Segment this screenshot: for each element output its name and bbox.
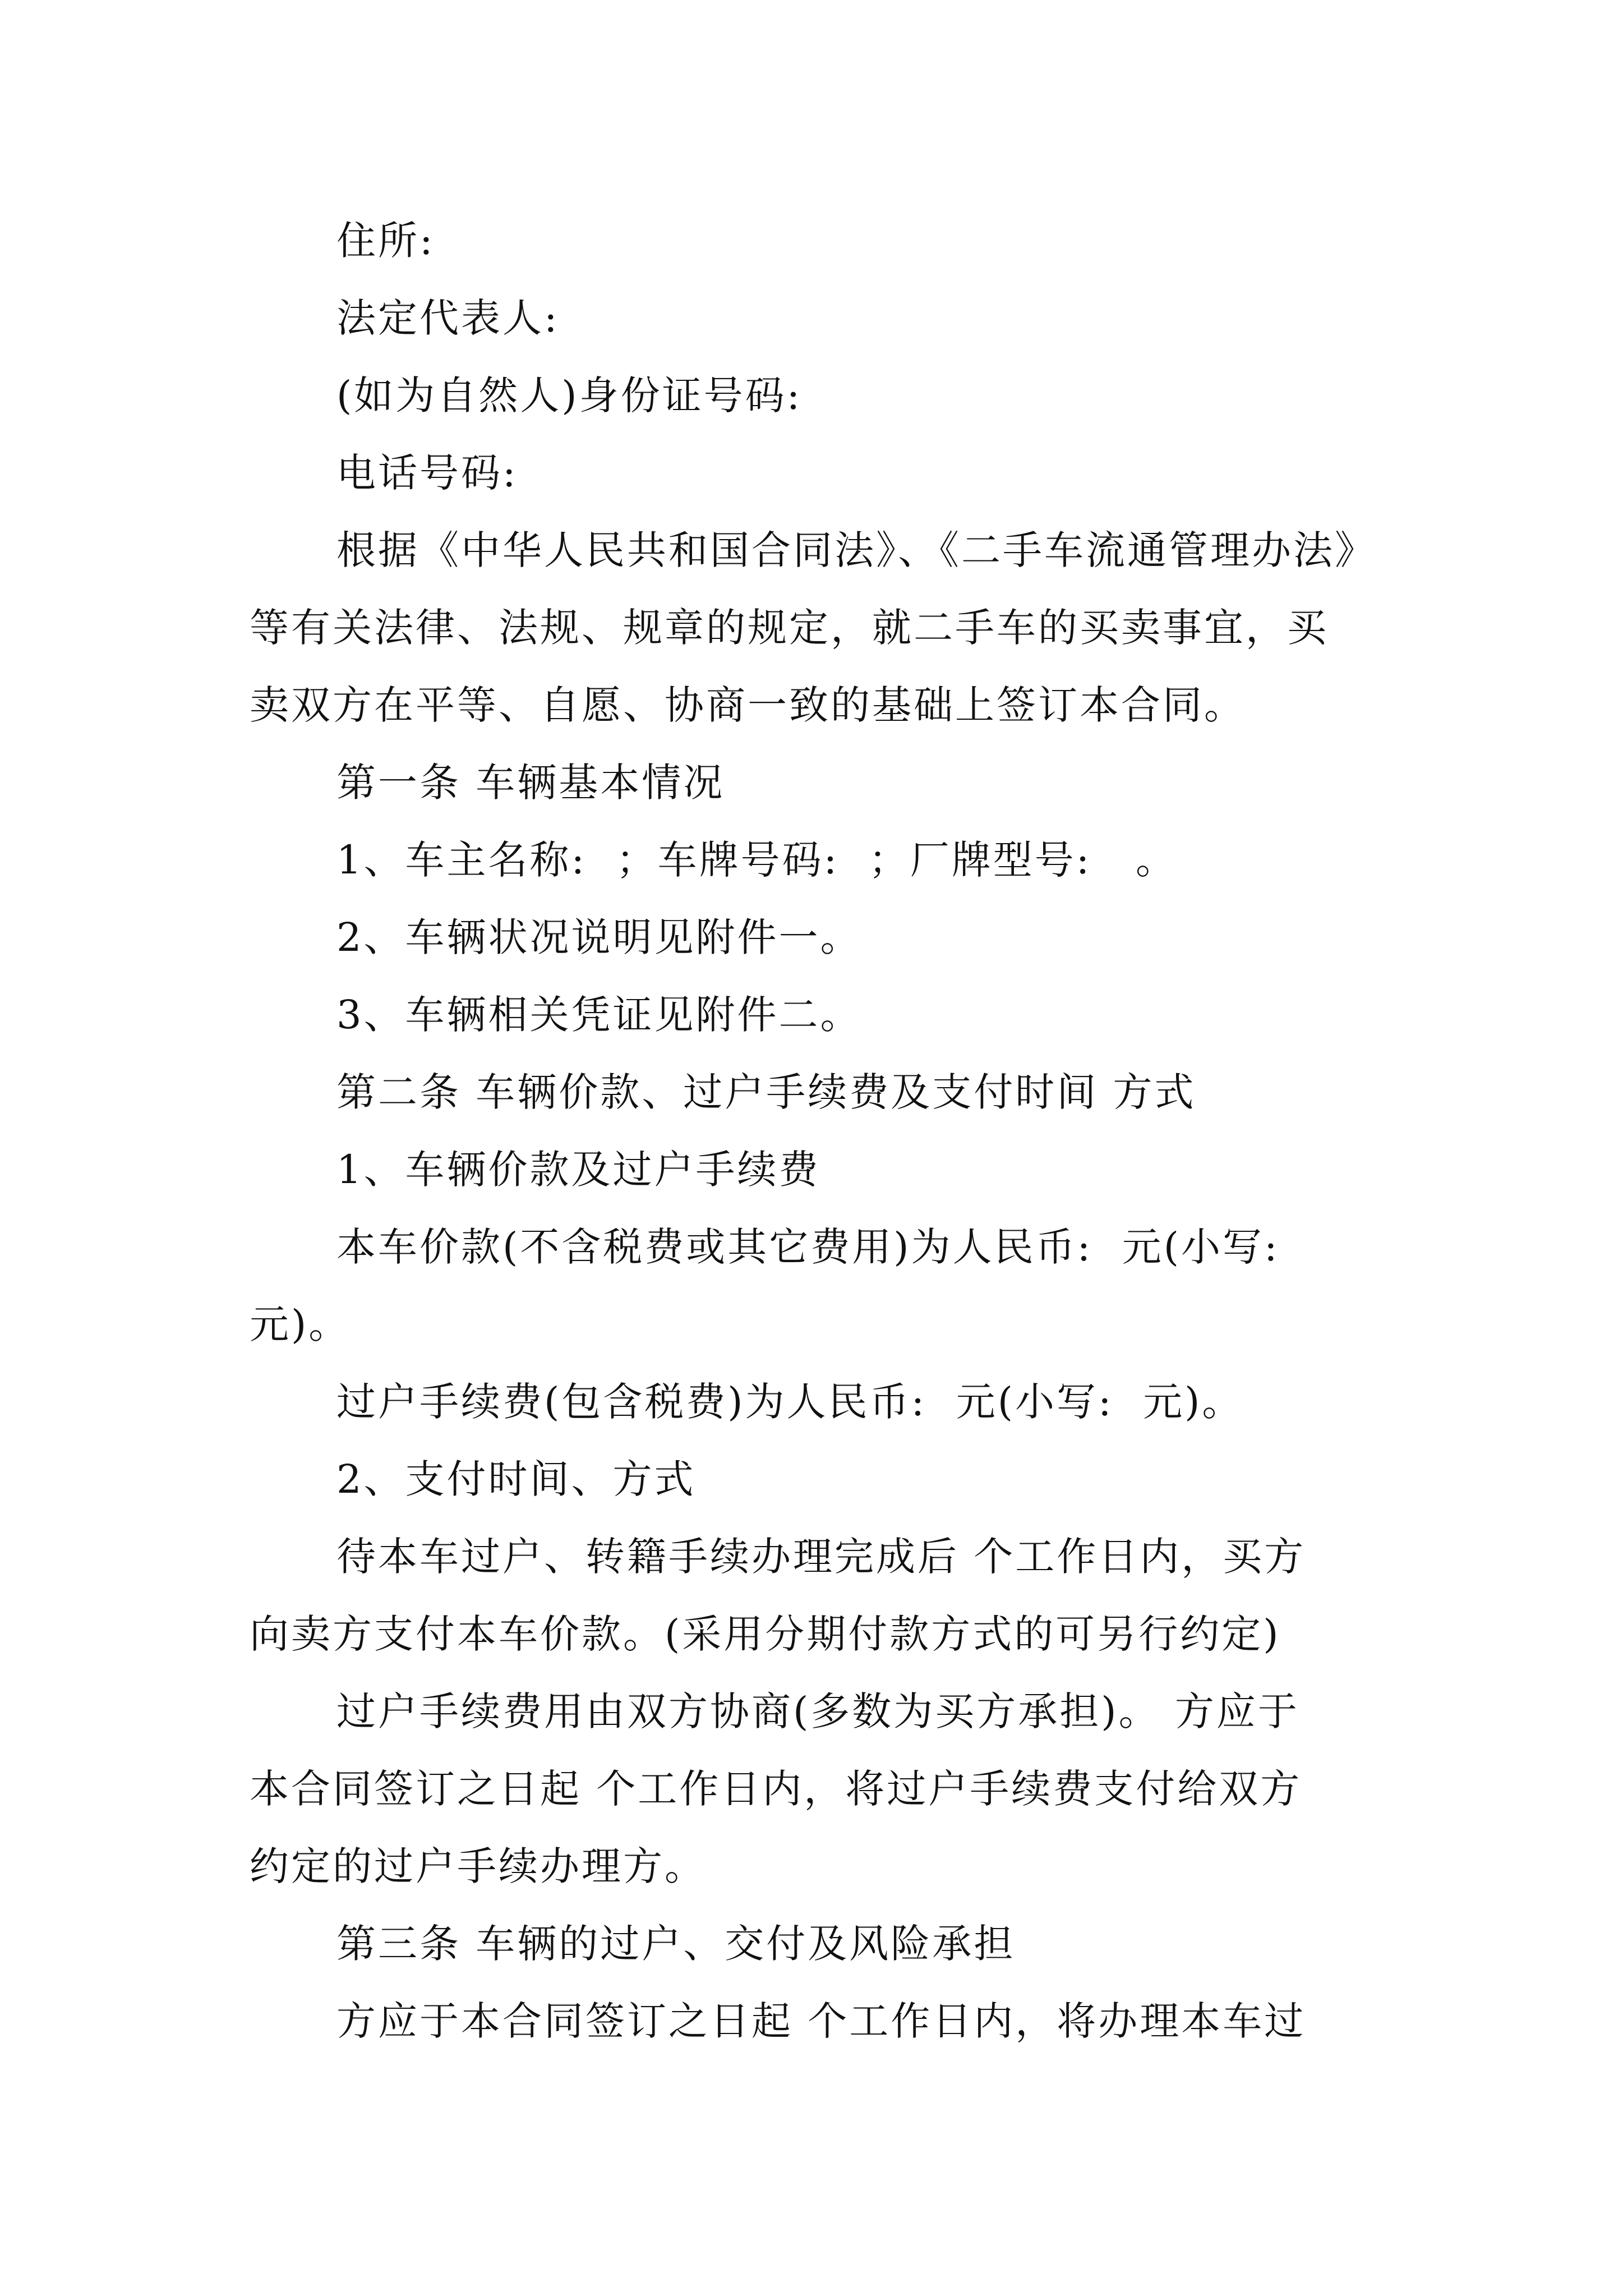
preamble-line: 等有关法律、法规、规章的规定，就二手车的买卖事宜，买 — [250, 605, 1329, 651]
legal-representative-line: 法定代表人: — [336, 295, 560, 341]
article-2-paragraph: 本车价款(不含税费或其它费用)为人民币: 元(小写: — [336, 1224, 1280, 1270]
article-1-heading: 第一条 车辆基本情况 — [336, 760, 725, 806]
article-2-paragraph: 向卖方支付本车价款。(采用分期付款方式的可另行约定) — [250, 1611, 1281, 1657]
article-2-subheading: 1、车辆价款及过户手续费 — [336, 1147, 820, 1193]
article-2-subheading: 2、支付时间、方式 — [336, 1456, 696, 1502]
phone-number-line: 电话号码: — [336, 450, 518, 496]
article-3-heading: 第三条 车辆的过户、交付及风险承担 — [336, 1921, 1016, 1967]
document-body — [250, 202, 1394, 2060]
article-2-paragraph: 过户手续费用由双方协商(多数为买方承担)。 方应于 — [336, 1688, 1299, 1734]
article-2-paragraph: 待本车过户、转籍手续办理完成后 个工作日内，买方 — [336, 1534, 1306, 1580]
preamble-line: 卖双方在平等、自愿、协商一致的基础上签订本合同。 — [250, 682, 1246, 728]
article-1-item: 3、车辆相关凭证见附件二。 — [336, 992, 862, 1038]
article-2-paragraph: 本合同签订之日起 个工作日内，将过户手续费支付给双方 — [250, 1766, 1302, 1812]
id-number-line: (如为自然人)身份证号码: — [336, 372, 803, 418]
article-2-paragraph: 过户手续费(包含税费)为人民币: 元(小写: 元)。 — [336, 1379, 1244, 1425]
article-1-item: 2、车辆状况说明见附件一。 — [336, 914, 862, 960]
article-2-heading: 第二条 车辆价款、过户手续费及支付时间 方式 — [336, 1069, 1196, 1115]
article-2-paragraph: 约定的过户手续办理方。 — [250, 1843, 706, 1889]
article-1-item: 1、车主名称: ；车牌号码: ；厂牌型号: 。 — [336, 837, 1178, 883]
article-2-paragraph: 元)。 — [250, 1301, 351, 1347]
preamble-line: 根据《中华人民共和国合同法》、《二手车流通管理办法》 — [336, 527, 1376, 573]
article-3-paragraph: 方应于本合同签订之日起 个工作日内，将办理本车过 — [336, 1998, 1306, 2044]
address-line: 住所: — [336, 218, 435, 264]
